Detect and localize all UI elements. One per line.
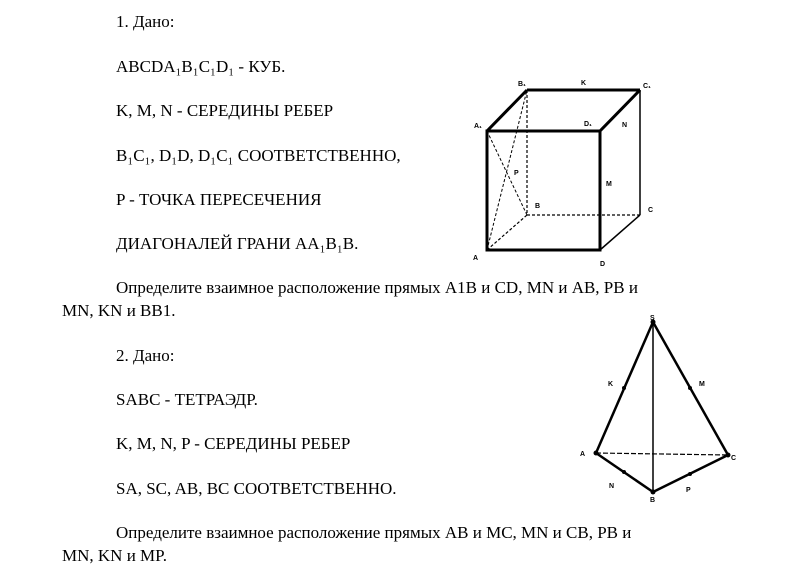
task-1-given-cube: ABCDA₁B₁C₁D₁ - КУБ. bbox=[116, 57, 286, 76]
cube-diagonal-ab1 bbox=[487, 90, 527, 250]
tetra-label-p: P bbox=[686, 487, 691, 494]
tetra-point-k bbox=[622, 386, 626, 390]
cube-edge-ab bbox=[487, 215, 527, 250]
tetra-label-n: N bbox=[609, 483, 615, 490]
tetra-point-n bbox=[622, 470, 626, 474]
cube-label-c: C bbox=[648, 207, 654, 214]
task-1-given-face: ДИАГОНАЛЕЙ ГРАНИ AA₁B₁B. bbox=[116, 234, 359, 253]
task-1-question-line-1: Определите взаимное расположение прямых A1B и CD, MN и AB, PB и bbox=[116, 278, 638, 297]
task-1-heading: 1. Дано: bbox=[116, 12, 175, 31]
cube-front-face bbox=[487, 131, 600, 250]
task-2-heading: 2. Дано: bbox=[116, 346, 175, 365]
cube-diagonal-a1b bbox=[487, 131, 527, 215]
task-2-question-line-1: Определите взаимное расположение прямых AB и MC, MN и CB, PB и bbox=[116, 523, 632, 542]
task-1-given-point-p: P - ТОЧКА ПЕРЕСЕЧЕНИЯ bbox=[116, 190, 322, 209]
cube-label-c1: C₁ bbox=[643, 83, 651, 90]
cube-label-p: P bbox=[514, 170, 519, 177]
task-1-question-line-2: MN, KN и BB1. bbox=[62, 301, 176, 320]
tetra-label-s: S bbox=[650, 315, 655, 322]
cube-label-b1: B₁ bbox=[518, 81, 526, 88]
tetra-label-m: M bbox=[699, 381, 705, 388]
cube-edge-dc bbox=[600, 215, 640, 250]
cube-label-m: M bbox=[606, 181, 612, 188]
tetra-point-p bbox=[688, 472, 692, 476]
cube-label-d: D bbox=[600, 261, 606, 268]
tetra-label-c: C bbox=[731, 455, 737, 462]
cube-label-a1: A₁ bbox=[474, 123, 482, 130]
tetra-edge-ac bbox=[596, 453, 728, 455]
cube-figure bbox=[460, 72, 670, 272]
tetra-point-m bbox=[688, 386, 692, 390]
tetra-label-b: B bbox=[650, 497, 656, 504]
cube-label-n: N bbox=[622, 122, 628, 129]
task-1-given-midpoints: K, M, N - СЕРЕДИНЫ РЕБЕР bbox=[116, 101, 334, 120]
cube-label-d1: D₁ bbox=[584, 121, 592, 128]
tetra-point-a bbox=[594, 451, 599, 456]
tetra-point-b bbox=[651, 490, 656, 495]
tetra-label-k: K bbox=[608, 381, 614, 388]
task-1-given-edges: B₁C₁, D₁D, D₁C₁ СООТВЕТСТВЕННО, bbox=[116, 146, 401, 165]
task-2-given-edges: SA, SC, AB, BC СООТВЕТСТВЕННО. bbox=[116, 479, 397, 498]
cube-label-a: A bbox=[473, 255, 479, 262]
tetra-label-a: A bbox=[580, 451, 586, 458]
task-2-given-midpoints: K, M, N, P - СЕРЕДИНЫ РЕБЕР bbox=[116, 434, 351, 453]
task-2-question-line-2: MN, KN и MP. bbox=[62, 546, 167, 565]
cube-edge-d1c1 bbox=[600, 90, 640, 131]
cube-label-b: B bbox=[535, 203, 541, 210]
task-2-given-tetrahedron: SABC - ТЕТРАЭДР. bbox=[116, 390, 258, 409]
tetrahedron-figure bbox=[570, 310, 750, 504]
tetra-point-c bbox=[726, 453, 731, 458]
cube-label-k: K bbox=[581, 80, 587, 87]
cube-edge-a1b1 bbox=[487, 90, 527, 131]
